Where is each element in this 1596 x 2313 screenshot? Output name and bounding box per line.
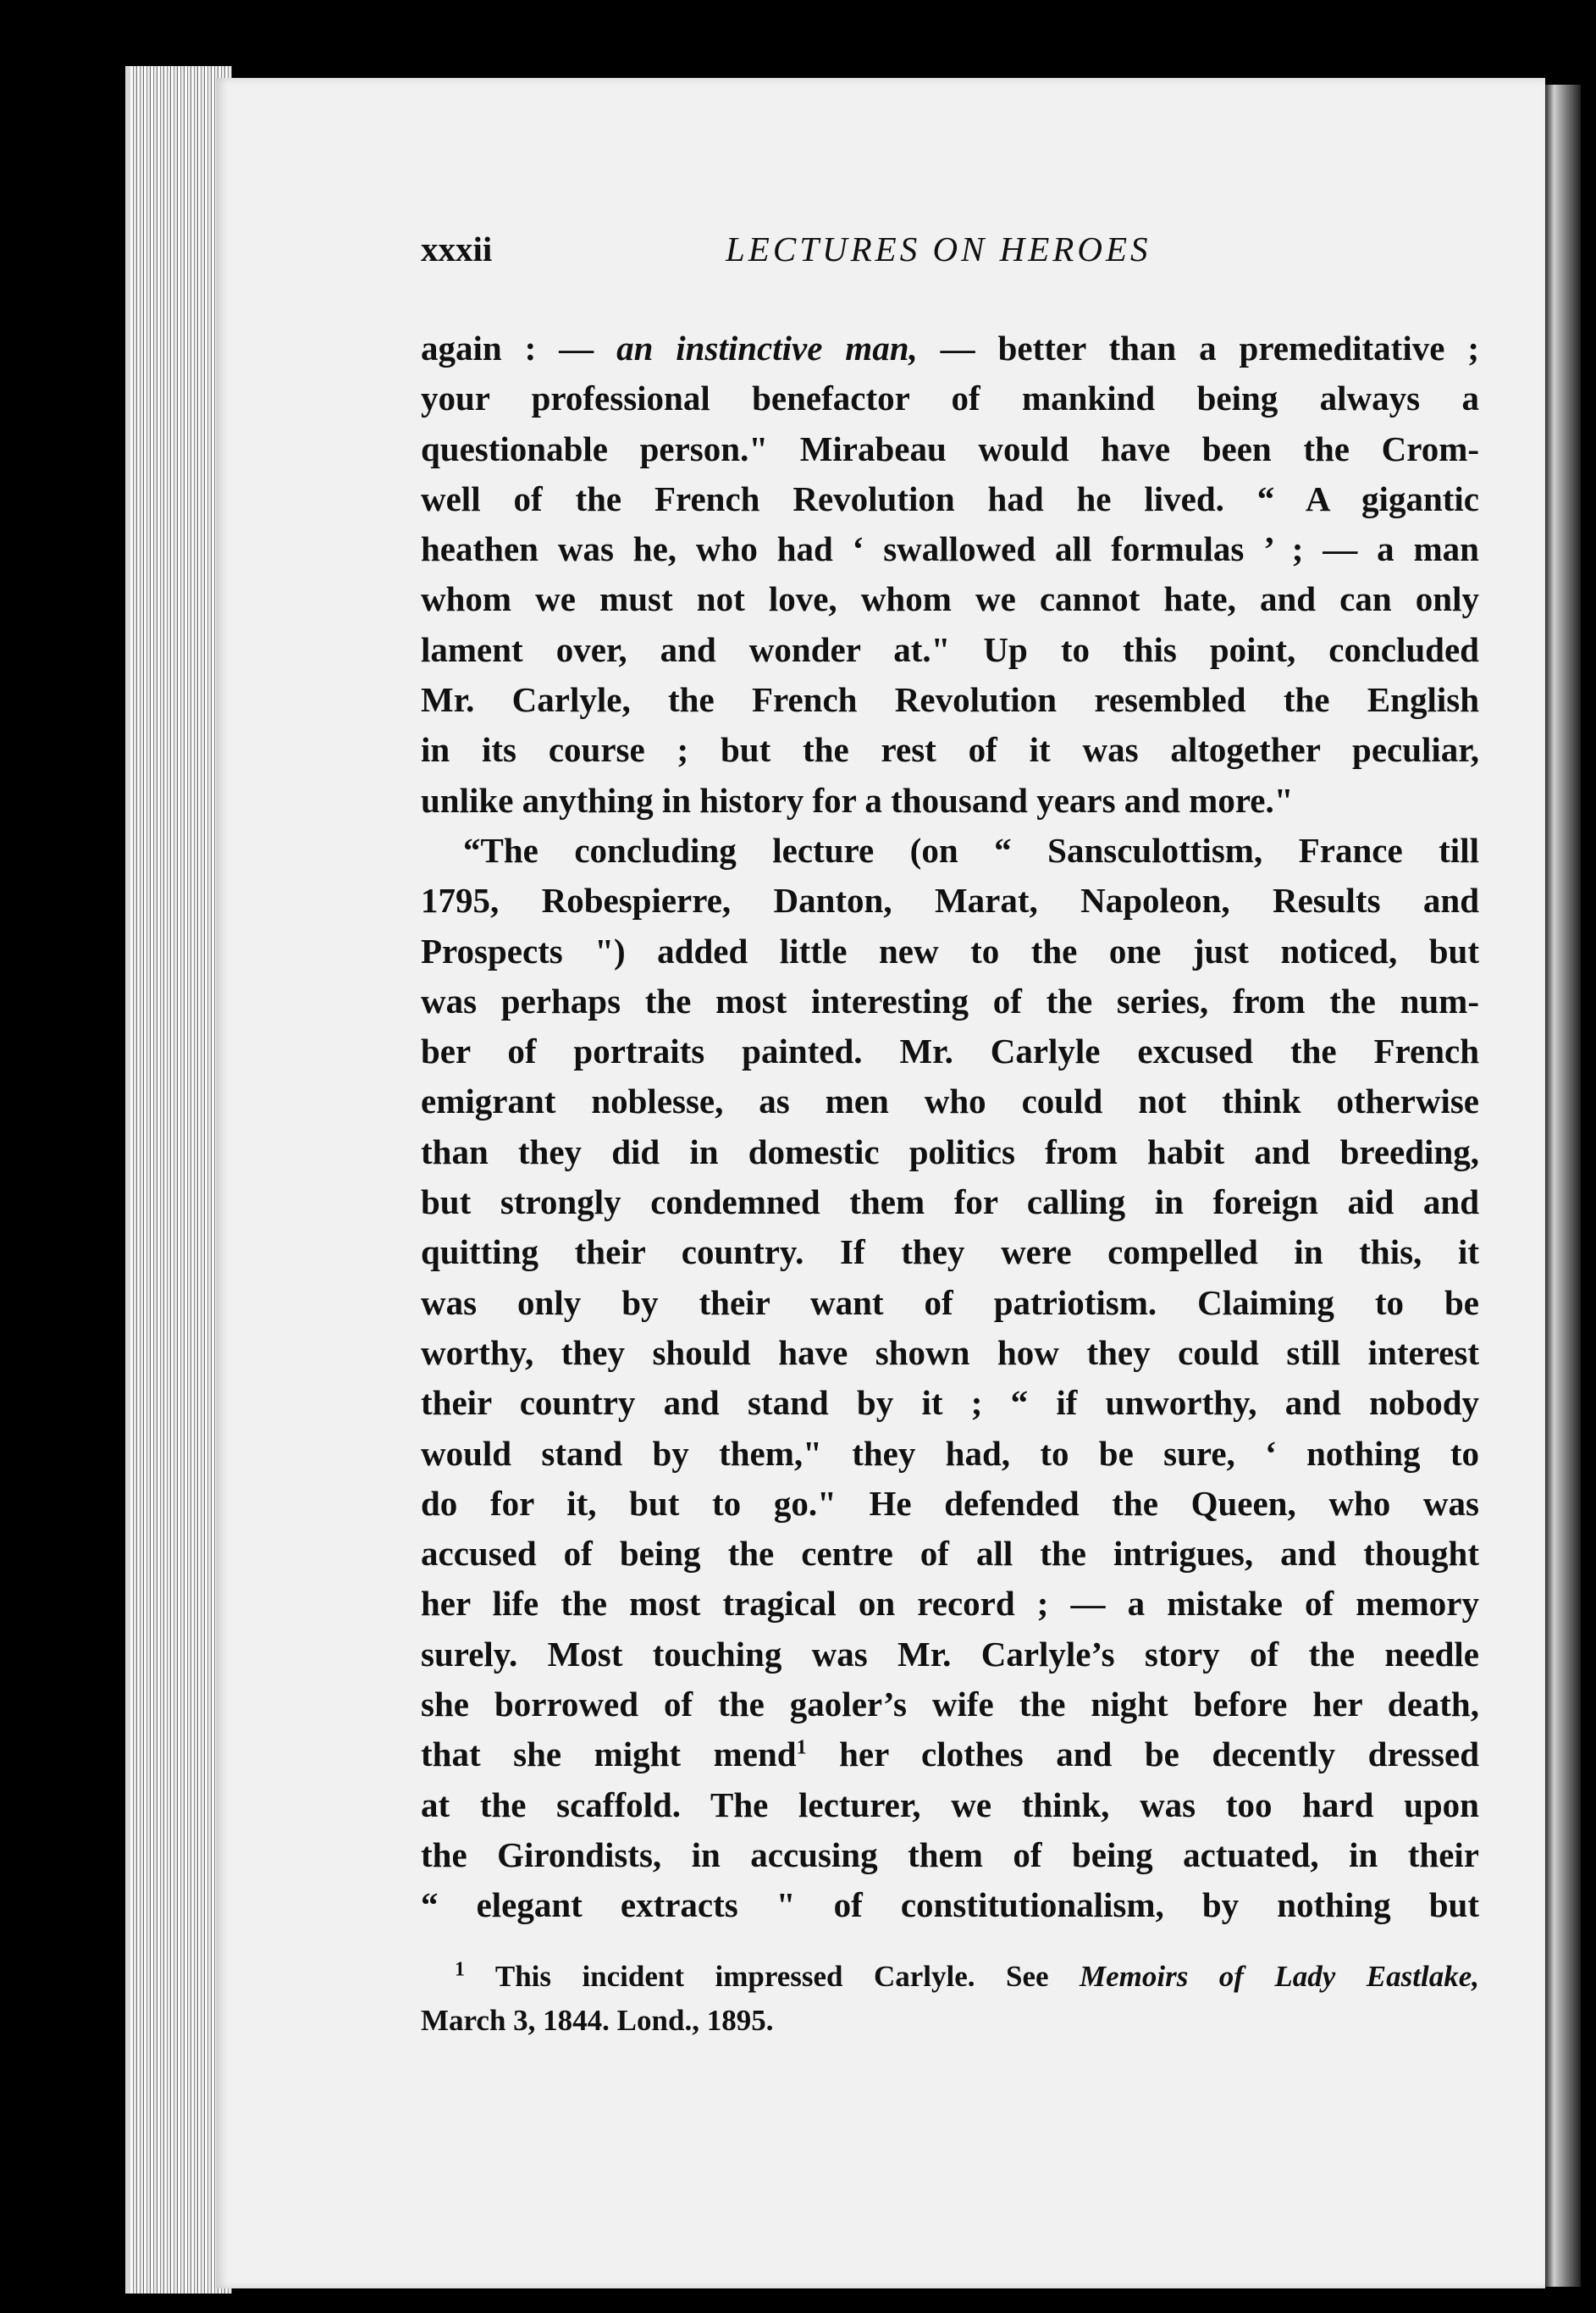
text-line: the Girondists, in accusing them of being actuated, in their — [421, 1834, 1479, 1874]
page-header — [421, 229, 1479, 279]
running-title: LECTURES ON HEROES — [726, 230, 1151, 268]
text-line: unlike anything in history for a thousand years and more." — [421, 780, 1294, 820]
text-line: lament over, and wonder at." Up to this point, concluded — [421, 629, 1479, 669]
footnote-reference: 1 — [796, 1736, 807, 1759]
text-line: questionable person." Mirabeau would have been the Crom- — [421, 429, 1479, 468]
text-line: Prospects ") added little new to the one just noticed, but — [421, 931, 1479, 971]
text-line: worthy, they should have shown how they could still interest — [421, 1332, 1479, 1372]
text-line: heathen was he, who had ‘ swallowed all formulas ’ ; — a man — [421, 529, 1479, 569]
text-line: 1795, Robespierre, Danton, Marat, Napoleon, Results and — [421, 881, 1479, 921]
text-line: would stand by them," they had, to be sure, ‘ nothing to — [421, 1433, 1479, 1473]
text-line: “The concluding lecture (on “ Sansculottism, France till — [463, 830, 1479, 870]
footnote-line: $^1$ This incident impressed Carlyle. See Memoirs of Lady Eastlake, — [455, 1958, 1480, 1993]
text-line: that she might mend$^1$ her clothes and be decently dressed — [421, 1735, 1479, 1774]
text-line: accused of being the centre of all the intrigues, and thought — [421, 1534, 1479, 1574]
text-line: in its course ; but the rest of it was altogether peculiar, — [421, 730, 1479, 770]
footnote-citation-title: Memoirs of Lady Eastlake, — [1080, 1960, 1480, 1993]
text-line: quitting their country. If they were compelled in this, it — [421, 1232, 1479, 1272]
page-number: xxxii — [421, 230, 493, 268]
italic-quote: an instinctive man, — [616, 329, 918, 368]
text-line: emigrant noblesse, as men who could not think otherwise — [421, 1082, 1479, 1121]
footnote — [421, 1955, 1479, 2043]
text-line: again : — an instinctive man, — better than a premeditative ; — [421, 329, 1479, 368]
facing-page-edge — [1545, 85, 1581, 2287]
footnote-line: March 3, 1844. Lond., 1895. — [421, 2004, 774, 2037]
text-line: was perhaps the most interesting of the series, from the num- — [421, 981, 1479, 1021]
text-line: your professional benefactor of mankind being always a — [421, 379, 1479, 418]
text-line: “ elegant extracts " of constitutionalism, by nothing but — [421, 1885, 1479, 1925]
text-line: at the scaffold. The lecturer, we think, was too hard upon — [421, 1785, 1479, 1824]
text-line: their country and stand by it ; “ if unworthy, and nobody — [421, 1383, 1479, 1423]
text-line: do for it, but to go." He defended the Queen, who was — [421, 1483, 1479, 1523]
text-line: surely. Most touching was Mr. Carlyle’s story of the needle — [421, 1634, 1479, 1674]
text-line: ber of portraits painted. Mr. Carlyle excused the French — [421, 1032, 1479, 1071]
text-line: Mr. Carlyle, the French Revolution resembled the English — [421, 680, 1479, 720]
text-line: was only by their want of patriotism. Claiming to be — [421, 1282, 1479, 1322]
text-line: she borrowed of the gaoler’s wife the night before her death, — [421, 1685, 1479, 1724]
text-line: her life the most tragical on record ; — a mistake of memory — [421, 1584, 1479, 1624]
text-line: whom we must not love, whom we cannot hate, and can only — [421, 579, 1479, 619]
body-text — [421, 324, 1479, 1931]
text-line: well of the French Revolution had he lived. “ A gigantic — [421, 479, 1479, 518]
text-line: but strongly condemned them for calling in foreign aid and — [421, 1182, 1479, 1222]
text-line: than they did in domestic politics from habit and breeding, — [421, 1132, 1479, 1171]
footnote-marker: 1 — [455, 1958, 465, 1981]
